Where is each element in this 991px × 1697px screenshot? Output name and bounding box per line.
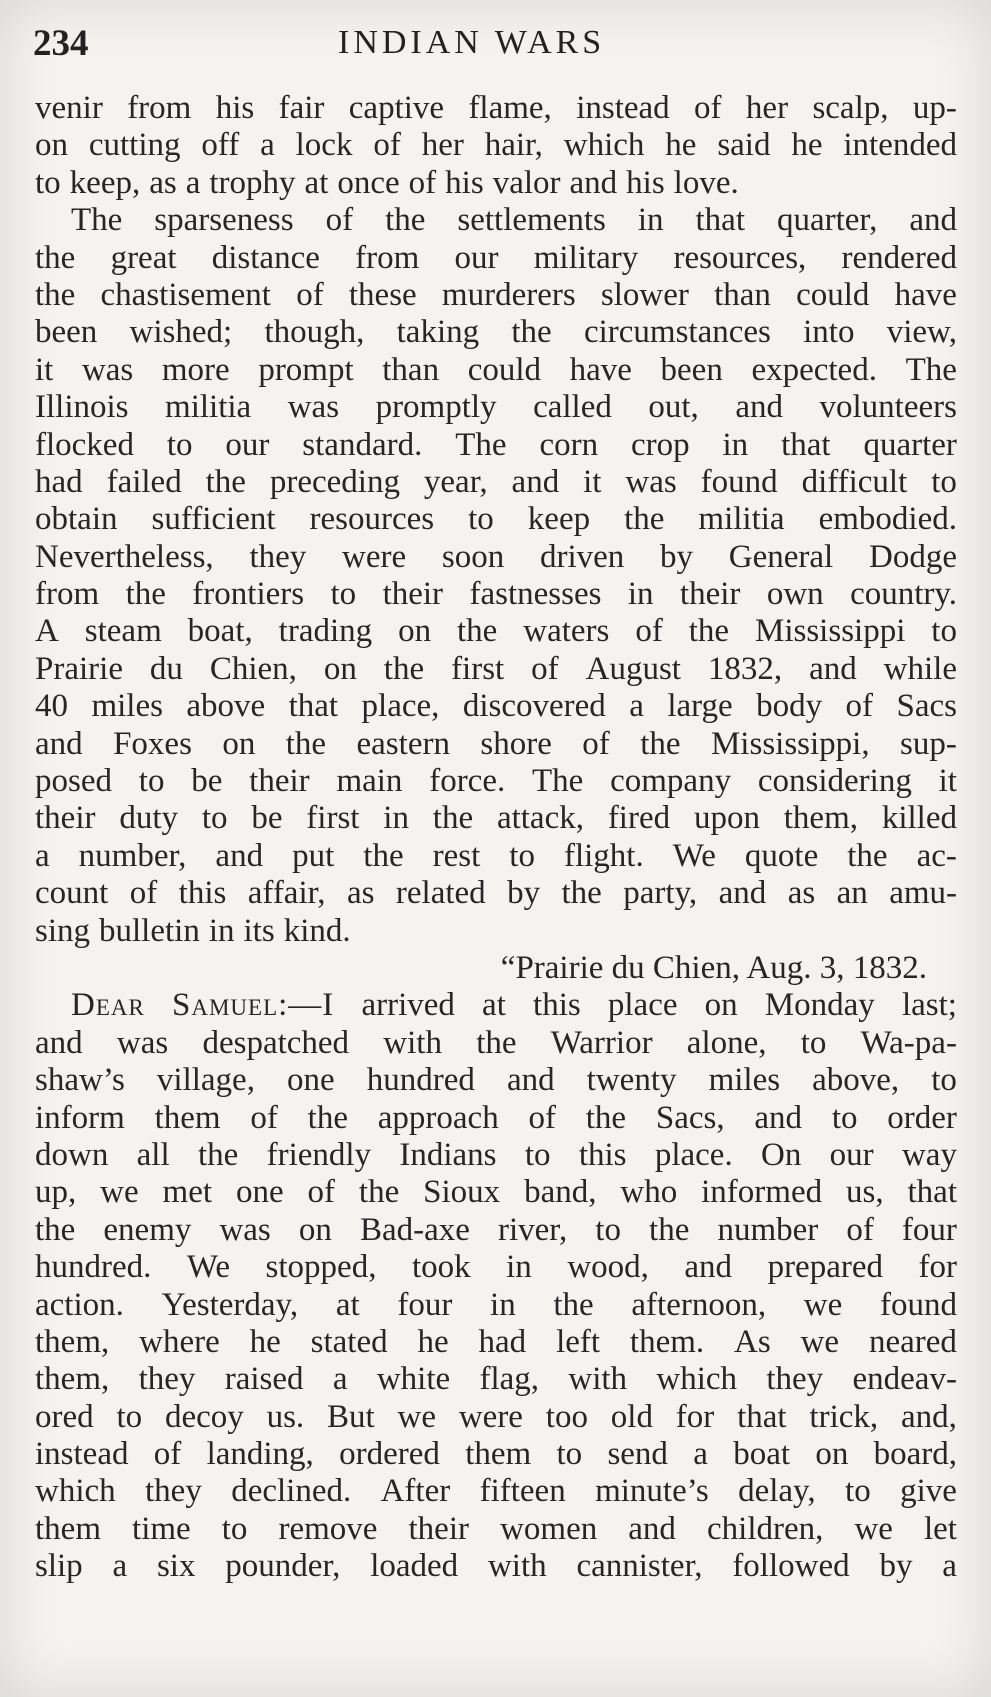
- text-line: Prairie du Chien, on the first of August 1832, and while: [35, 650, 957, 687]
- text-line: action. Yesterday, at four in the afternoon, we found: [35, 1286, 957, 1323]
- text-line: which they declined. After fifteen minute’s delay, to give: [35, 1473, 957, 1510]
- text-line: the great distance from our military resources, rendered: [35, 239, 957, 276]
- text-line: to keep, as a trophy at once of his valor and his love.: [35, 164, 739, 201]
- text-line: been wished; though, taking the circumstances into view,: [35, 314, 957, 351]
- text-line: flocked to our standard. The corn crop in that quarter: [35, 426, 957, 463]
- text-line: “Prairie du Chien, Aug. 3, 1832.: [500, 949, 927, 986]
- text-line: on cutting off a lock of her hair, which he said he intended: [35, 127, 957, 164]
- text-line: Nevertheless, they were soon driven by General Dodge: [35, 538, 957, 575]
- text-line: their duty to be first in the attack, fired upon them, killed: [35, 800, 957, 837]
- page-header: [33, 22, 953, 82]
- text-line: posed to be their main force. The company considering it: [35, 763, 957, 800]
- text-line: obtain sufficient resources to keep the militia embodied.: [35, 501, 957, 538]
- text-line: 40 miles above that place, discovered a large body of Sacs: [35, 688, 957, 725]
- running-title: INDIAN WARS: [338, 24, 606, 61]
- body-text: [35, 90, 957, 1586]
- text-line: shaw’s village, one hundred and twenty miles above, to: [35, 1062, 957, 1099]
- text-line: venir from his fair captive flame, instead of her scalp, up-: [35, 90, 957, 126]
- text-line: inform them of the approach of the Sacs, and to order: [35, 1099, 957, 1136]
- text-line: had failed the preceding year, and it was found difficult to: [35, 463, 957, 500]
- text-line: Illinois militia was promptly called out, and volunteers: [35, 389, 957, 426]
- text-line: it was more prompt than could have been expected. The: [35, 351, 957, 388]
- text-line: hundred. We stopped, took in wood, and prepared for: [35, 1249, 957, 1286]
- text-line: count of this affair, as related by the party, and as an amu-: [35, 875, 957, 912]
- text-line: and Foxes on the eastern shore of the Mississippi, sup-: [35, 725, 957, 762]
- text-line: them, where he stated he had left them. As we neared: [35, 1323, 957, 1360]
- text-line: The sparseness of the settlements in that quarter, and: [71, 202, 957, 239]
- text-line: instead of landing, ordered them to send a boat on board,: [35, 1436, 957, 1473]
- text-line: them time to remove their women and children, we let: [35, 1510, 957, 1547]
- text-line: Dear Samuel:—I arrived at this place on Monday last;: [71, 987, 957, 1024]
- text-line: A steam boat, trading on the waters of the Mississippi to: [35, 613, 957, 650]
- text-line: up, we met one of the Sioux band, who informed us, that: [35, 1174, 957, 1211]
- text-line: ored to decoy us. But we were too old for that trick, and,: [35, 1398, 957, 1435]
- text-line: down all the friendly Indians to this place. On our way: [35, 1136, 957, 1173]
- text-line: the chastisement of these murderers slower than could have: [35, 276, 957, 313]
- text-line: sing bulletin in its kind.: [35, 912, 351, 949]
- text-line: a number, and put the rest to flight. We quote the ac-: [35, 837, 957, 874]
- text-line: slip a six pounder, loaded with cannister, followed by a: [35, 1548, 957, 1585]
- text-line: the enemy was on Bad-axe river, to the number of four: [35, 1211, 957, 1248]
- text-line: them, they raised a white flag, with which they endeav-: [35, 1361, 957, 1398]
- text-line: and was despatched with the Warrior alone, to Wa-pa-: [35, 1024, 957, 1061]
- text-line: from the frontiers to their fastnesses in their own country.: [35, 576, 957, 613]
- page-number: 234: [33, 23, 89, 64]
